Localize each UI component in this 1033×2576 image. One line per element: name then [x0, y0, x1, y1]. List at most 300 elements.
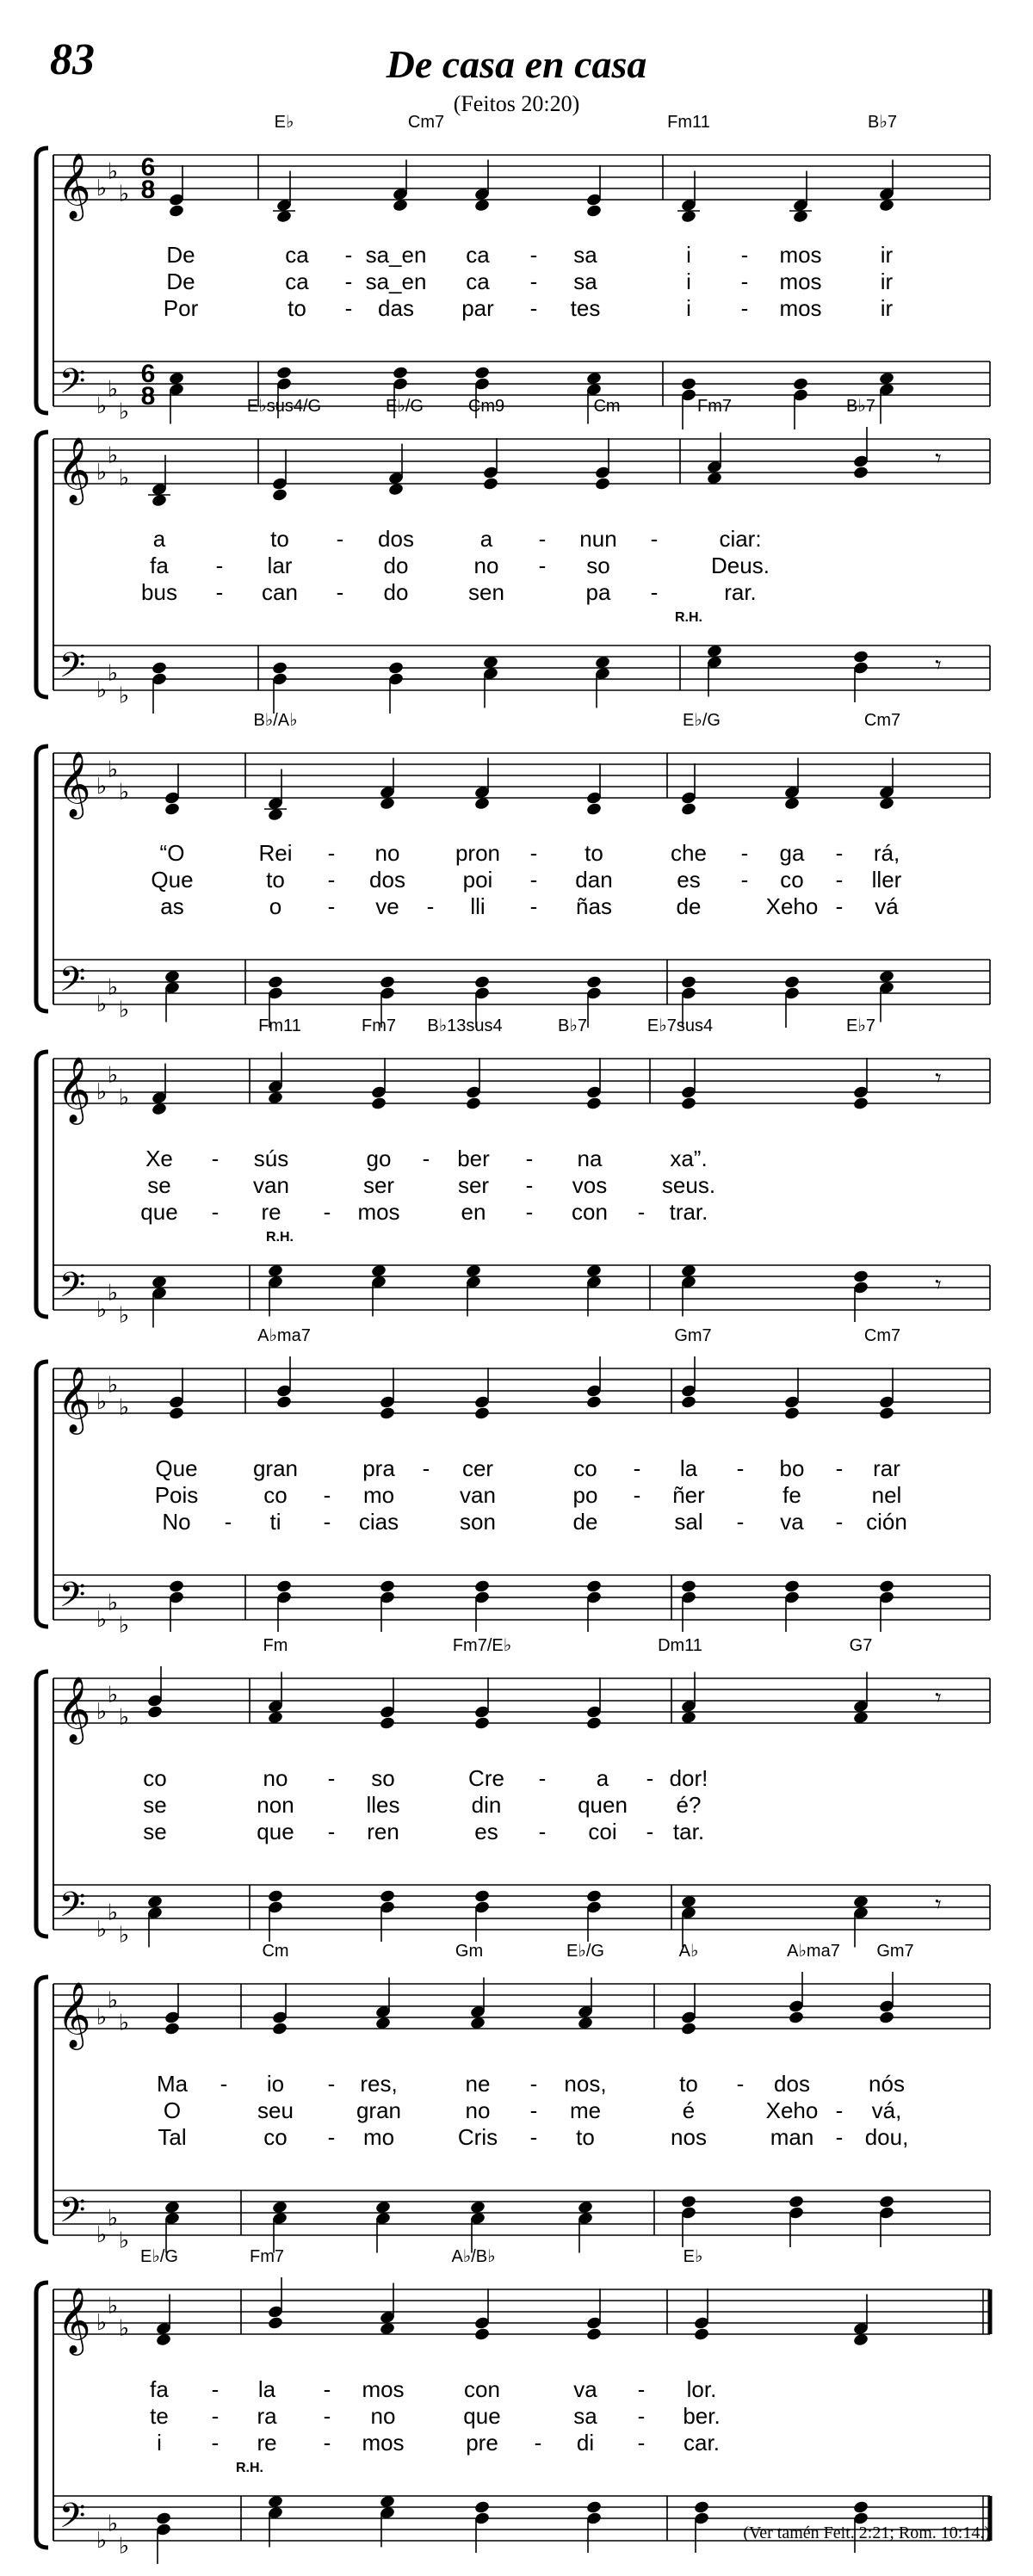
lyric-syllable: sa_en [365, 269, 427, 294]
bass-notehead [852, 1269, 869, 1284]
lyric-syllable: mos [357, 1199, 400, 1225]
lyric-syllable: va [573, 2376, 597, 2402]
lyric-syllable: co [573, 1455, 597, 1481]
lyric-syllable: dou, [864, 2124, 909, 2150]
treble-notehead [275, 1395, 292, 1410]
key-signature-flat: ♭ [107, 1061, 119, 1088]
lyric-syllable: sa_en [365, 242, 427, 268]
hymn-title: De casa en casa [386, 42, 647, 86]
lyric-syllable: ber. [683, 2403, 721, 2429]
treble-notehead [680, 2022, 696, 2036]
key-signature-flat: ♭ [118, 1703, 130, 1730]
key-signature-flat: ♭ [118, 778, 130, 805]
lyric-syllable: pron [455, 840, 501, 866]
lyric-syllable: cias [358, 1509, 399, 1535]
bass-notehead [275, 366, 292, 380]
time-signature-bottom: 8 [140, 176, 156, 204]
key-signature-flat: ♭ [96, 1606, 108, 1632]
lyric-syllable: la [679, 1455, 698, 1481]
treble-notehead [585, 1716, 602, 1731]
treble-notehead [379, 1716, 395, 1731]
chord-symbol: Fm11 [667, 113, 710, 132]
lyric-hyphen: - [220, 2071, 228, 2097]
lyric-syllable: gran [356, 2097, 402, 2123]
key-signature-flat: ♭ [96, 2527, 108, 2553]
lyric-syllable: i [686, 242, 691, 268]
lyric-hyphen: - [323, 2376, 331, 2402]
chord-symbol: Cm [262, 1942, 289, 1961]
lyric-syllable: no [465, 2097, 491, 2123]
system-bracket [36, 148, 48, 413]
lyric-syllable: bus [141, 579, 177, 605]
lyric-hyphen: - [224, 1509, 232, 1535]
chord-symbol: B♭7 [846, 397, 875, 416]
treble-clef: 𝄞 [57, 437, 91, 501]
lyric-syllable: No [162, 1509, 191, 1535]
chord-symbol: E♭sus4/G [246, 397, 322, 416]
lyric-syllable: so [371, 1765, 395, 1791]
bass-notehead [151, 661, 167, 676]
bass-notehead [271, 661, 288, 676]
lyric-syllable: van [460, 1482, 496, 1508]
lyric-hyphen: - [327, 1765, 336, 1791]
chord-symbol: Fm7 [250, 2247, 284, 2266]
lyric-syllable: das [378, 295, 414, 321]
eighth-rest: 𝄾 [935, 445, 942, 472]
bass-notehead [693, 2500, 709, 2515]
key-signature-flat: ♭ [107, 1899, 119, 1925]
lyric-syllable: lar [267, 553, 293, 578]
lyric-syllable: rá, [873, 840, 900, 866]
system-bracket [36, 1977, 48, 2242]
key-signature-flat: ♭ [107, 158, 119, 184]
key-signature-flat: ♭ [107, 1986, 119, 2013]
bass-notehead [473, 1889, 490, 1904]
lyric-syllable: Cris [457, 2124, 498, 2150]
chord-symbol: Cm [593, 397, 621, 416]
lyric-syllable: ca [466, 269, 490, 294]
lyric-hyphen: - [336, 579, 344, 605]
lyric-syllable: can [262, 579, 298, 605]
hymn-number: 83 [50, 35, 95, 84]
treble-notehead [473, 1406, 490, 1421]
lyric-syllable: to [585, 840, 603, 866]
lyric-syllable: tes [570, 295, 601, 321]
lyric-syllable: sa [573, 242, 597, 268]
bass-notehead [792, 377, 808, 392]
lyric-hyphen: - [211, 2403, 220, 2429]
bass-notehead [878, 1579, 894, 1594]
lyric-syllable: no [263, 1765, 288, 1791]
lyric-hyphen: - [529, 840, 538, 866]
lyric-syllable: O [163, 2097, 182, 2123]
lyric-syllable: co [263, 2124, 288, 2150]
key-signature-flat: ♭ [118, 2009, 130, 2035]
lyric-hyphen: - [835, 840, 844, 866]
key-signature-flat: ♭ [118, 2227, 130, 2253]
bass-notehead [473, 366, 490, 380]
lyric-syllable: De [166, 242, 195, 268]
treble-notehead [168, 1406, 184, 1421]
treble-notehead [370, 1096, 387, 1111]
bass-notehead [168, 1579, 184, 1594]
lyric-syllable: par [461, 295, 494, 321]
bass-clef: 𝄢 [59, 2498, 86, 2543]
treble-notehead [585, 1096, 602, 1111]
music-system [36, 711, 990, 1028]
lyric-syllable: to [576, 2124, 595, 2150]
lyric-syllable: i [686, 295, 691, 321]
lyric-syllable: la [257, 2376, 276, 2402]
chord-symbol: E♭ [274, 113, 294, 132]
treble-notehead [585, 2327, 602, 2342]
key-signature-flat: ♭ [96, 676, 108, 702]
lyric-syllable: ren [367, 1819, 399, 1844]
key-signature-flat: ♭ [96, 392, 108, 418]
chord-symbol: B♭/A♭ [253, 711, 298, 730]
lyric-hyphen: - [525, 1172, 534, 1198]
lyric-hyphen: - [323, 2403, 331, 2429]
chord-symbol: E♭/G [566, 1942, 604, 1961]
lyric-syllable: io [266, 2071, 285, 2097]
lyric-hyphen: - [835, 2124, 844, 2150]
lyric-syllable: con [464, 2376, 500, 2402]
lyric-syllable: cer [461, 1455, 494, 1481]
lyric-syllable: de [676, 893, 702, 919]
lyric-syllable: xa”. [670, 1146, 708, 1171]
key-signature-flat: ♭ [107, 1371, 119, 1398]
lyric-hyphen: - [650, 579, 659, 605]
lyric-hyphen: - [529, 2097, 538, 2123]
bass-clef: 𝄢 [59, 1887, 86, 1932]
lyric-syllable: vos [572, 1172, 608, 1198]
lyric-syllable: ción [866, 1509, 907, 1535]
key-signature-flat: ♭ [118, 996, 130, 1022]
chord-symbol: Fm7 [697, 397, 732, 416]
key-signature-flat: ♭ [118, 1301, 130, 1328]
lyric-syllable: quen [578, 1792, 628, 1818]
lyric-hyphen: - [740, 269, 749, 294]
lyric-syllable: to [679, 2071, 698, 2097]
lyric-syllable: co [263, 1482, 288, 1508]
music-system [36, 2247, 990, 2564]
key-signature-flat: ♭ [96, 1916, 108, 1942]
lyric-syllable: Cre [468, 1765, 504, 1791]
bass-clef: 𝄢 [59, 363, 86, 409]
treble-notehead [680, 802, 696, 817]
lyric-hyphen: - [835, 1509, 844, 1535]
treble-clef: 𝄞 [57, 1982, 91, 2046]
lyric-syllable: ñer [672, 1482, 705, 1508]
lyric-syllable: que [463, 2403, 501, 2429]
lyric-syllable: pa [585, 579, 611, 605]
lyric-syllable: ciar: [719, 526, 762, 552]
system-bracket [36, 1671, 48, 1937]
bass-clef: 𝄢 [59, 1267, 86, 1313]
key-signature-flat: ♭ [118, 464, 130, 491]
chord-symbol: Cm9 [467, 397, 505, 416]
eighth-rest: 𝄾 [935, 652, 942, 678]
lyric-syllable: mos [779, 295, 822, 321]
key-signature-flat: ♭ [118, 1084, 130, 1110]
key-signature-flat: ♭ [96, 1698, 108, 1724]
lyric-syllable: non [257, 1792, 294, 1818]
treble-notehead [164, 802, 180, 817]
treble-clef: 𝄞 [57, 751, 91, 815]
treble-notehead [473, 1716, 490, 1731]
lyric-hyphen: - [835, 867, 844, 893]
treble-notehead [693, 2327, 709, 2342]
lyric-syllable: i [686, 269, 691, 294]
chord-symbol: Cm7 [863, 711, 901, 730]
lyric-hyphen: - [422, 1146, 430, 1171]
lyric-syllable: do [383, 579, 409, 605]
key-signature-flat: ♭ [96, 1296, 108, 1322]
lyric-hyphen: - [633, 1455, 641, 1481]
time-signature-top: 6 [140, 360, 156, 388]
lyric-syllable: ca [285, 242, 309, 268]
chord-symbol: E♭/G [683, 711, 721, 730]
lyric-syllable: na [577, 1146, 603, 1171]
chord-symbol: Fm11 [258, 1016, 301, 1035]
treble-notehead [585, 802, 602, 817]
lyric-hyphen: - [650, 526, 659, 552]
lyric-syllable: sa [573, 269, 597, 294]
system-bracket [36, 432, 48, 697]
lyric-syllable: Ma [156, 2071, 189, 2097]
treble-clef: 𝄞 [57, 1057, 91, 1121]
treble-notehead [465, 1096, 481, 1111]
lyric-hyphen: - [740, 295, 749, 321]
chord-symbol: E♭ [683, 2247, 703, 2266]
eighth-rest: 𝄾 [935, 1065, 942, 1091]
lyric-syllable: sa [573, 2403, 597, 2429]
right-hand-marking: R.H. [675, 610, 702, 625]
lyric-syllable: Pois [154, 1482, 199, 1508]
key-signature-flat: ♭ [107, 442, 119, 468]
bass-notehead [878, 2195, 894, 2209]
lyric-syllable: ra [257, 2403, 277, 2429]
treble-notehead [783, 1406, 800, 1421]
treble-notehead [267, 2316, 283, 2331]
lyric-syllable: so [586, 553, 610, 578]
lyric-syllable: bo [779, 1455, 805, 1481]
lyric-syllable: coi [588, 1819, 617, 1844]
lyric-hyphen: - [538, 1765, 547, 1791]
bass-notehead [680, 975, 696, 990]
lyric-hyphen: - [344, 295, 353, 321]
bass-notehead [379, 1579, 395, 1594]
lyric-hyphen: - [835, 2097, 844, 2123]
chord-symbol: Gm [455, 1942, 484, 1961]
lyric-hyphen: - [336, 526, 344, 552]
key-signature-flat: ♭ [96, 1388, 108, 1414]
bass-notehead [680, 2195, 696, 2209]
key-signature-flat: ♭ [118, 682, 130, 708]
treble-clef: 𝄞 [57, 1367, 91, 1430]
chord-symbol: A♭ [678, 1942, 699, 1961]
lyric-hyphen: - [327, 2124, 336, 2150]
lyric-hyphen: - [637, 2376, 646, 2402]
bass-notehead [392, 366, 408, 380]
lyric-syllable: res, [360, 2071, 398, 2097]
lyric-syllable: a [152, 526, 166, 552]
chord-symbol: Gm7 [876, 1942, 914, 1961]
lyric-syllable: gran [252, 1455, 299, 1481]
lyric-syllable: vá [875, 893, 899, 919]
lyric-syllable: no [370, 2403, 396, 2429]
lyric-syllable: di [576, 2430, 595, 2456]
lyric-hyphen: - [529, 242, 538, 268]
lyric-syllable: nun [579, 526, 617, 552]
system-bracket [36, 2283, 48, 2548]
lyric-syllable: man [770, 2124, 814, 2150]
lyric-syllable: Por [163, 295, 199, 321]
lyric-hyphen: - [211, 1199, 220, 1225]
chord-symbol: B♭13sus4 [427, 1016, 503, 1035]
chord-symbol: Cm7 [407, 113, 445, 132]
lyric-syllable: lles [366, 1792, 400, 1818]
treble-clef: 𝄞 [57, 2288, 91, 2351]
lyric-hyphen: - [646, 1765, 654, 1791]
bass-notehead [267, 1889, 283, 1904]
lyric-syllable: che [671, 840, 707, 866]
lyric-hyphen: - [835, 1455, 844, 1481]
chord-symbol: E♭7 [846, 1016, 875, 1035]
chord-symbol: Dm11 [658, 1636, 702, 1655]
treble-notehead [680, 1096, 696, 1111]
treble-notehead [271, 2022, 288, 2036]
lyric-syllable: ñas [576, 893, 612, 919]
lyric-hyphen: - [637, 2403, 646, 2429]
bass-notehead [680, 377, 696, 392]
lyric-syllable: ti [269, 1509, 281, 1535]
lyric-syllable: ser [457, 1172, 490, 1198]
lyric-hyphen: - [529, 867, 538, 893]
bass-notehead [852, 650, 869, 664]
lyric-syllable: nós [869, 2071, 905, 2097]
bass-notehead [473, 2500, 490, 2515]
key-signature-flat: ♭ [96, 1078, 108, 1104]
lyric-syllable: to [266, 867, 285, 893]
treble-notehead [168, 204, 184, 219]
lyric-hyphen: - [344, 269, 353, 294]
eighth-rest: 𝄾 [935, 1891, 942, 1918]
lyric-syllable: seus. [661, 1172, 716, 1198]
lyric-syllable: re [257, 2430, 277, 2456]
bass-notehead [585, 2500, 602, 2515]
lyric-syllable: ve [375, 893, 399, 919]
eighth-rest: 𝄾 [935, 1684, 942, 1711]
lyric-syllable: fa [150, 553, 169, 578]
bass-notehead [473, 1579, 490, 1594]
lyric-hyphen: - [740, 242, 749, 268]
lyric-syllable: go [366, 1146, 392, 1171]
hymn-scripture-reference: (Feitos 20:20) [453, 91, 580, 116]
treble-notehead [852, 466, 869, 480]
lyric-syllable: as [160, 893, 184, 919]
lyric-syllable: dos [369, 867, 405, 893]
lyric-syllable: “O [159, 840, 185, 866]
key-signature-flat: ♭ [107, 756, 119, 782]
music-system [36, 397, 990, 713]
lyric-syllable: sen [468, 579, 504, 605]
bass-notehead [680, 1579, 696, 1594]
lyric-hyphen: - [529, 269, 538, 294]
key-signature-flat: ♭ [107, 1681, 119, 1708]
bass-notehead [379, 1889, 395, 1904]
key-signature-flat: ♭ [118, 180, 130, 207]
lyric-syllable: van [253, 1172, 289, 1198]
music-system [36, 1636, 990, 1948]
lyric-syllable: pra [362, 1455, 395, 1481]
bass-notehead [585, 1579, 602, 1594]
lyric-syllable: que [140, 1199, 178, 1225]
lyric-hyphen: - [835, 893, 844, 919]
time-signature-top: 6 [140, 153, 156, 182]
lyric-syllable: fe [782, 1482, 801, 1508]
chord-symbol: G7 [849, 1636, 873, 1655]
lyric-hyphen: - [211, 1146, 220, 1171]
lyric-syllable: ga [779, 840, 805, 866]
key-signature-flat: ♭ [107, 375, 119, 402]
key-signature-flat: ♭ [118, 2314, 130, 2341]
bass-clef: 𝄢 [59, 2192, 86, 2238]
chord-symbol: E♭7sus4 [646, 1016, 714, 1035]
lyric-hyphen: - [215, 579, 224, 605]
lyric-syllable: es [474, 1819, 498, 1844]
bass-notehead [585, 1889, 602, 1904]
key-signature-flat: ♭ [107, 1589, 119, 1615]
lyric-hyphen: - [637, 1199, 646, 1225]
lyric-hyphen: - [633, 1482, 641, 1508]
lyric-syllable: Xe [145, 1146, 173, 1171]
lyric-hyphen: - [323, 1509, 331, 1535]
lyric-syllable: a [596, 1765, 609, 1791]
lyric-syllable: to [270, 526, 289, 552]
lyric-hyphen: - [529, 2071, 538, 2097]
key-signature-flat: ♭ [118, 1611, 130, 1638]
lyric-syllable: tar. [672, 1819, 705, 1844]
lyric-hyphen: - [740, 867, 749, 893]
bass-clef: 𝄢 [59, 1577, 86, 1622]
lyric-hyphen: - [211, 2376, 220, 2402]
key-signature-flat: ♭ [96, 459, 108, 485]
lyric-syllable: lli [470, 893, 486, 919]
lyric-hyphen: - [422, 1455, 430, 1481]
lyric-syllable: seu [257, 2097, 294, 2123]
lyric-syllable: sal [674, 1509, 703, 1535]
treble-notehead [379, 1406, 395, 1421]
lyric-syllable: te [150, 2403, 169, 2429]
lyric-hyphen: - [637, 2430, 646, 2456]
lyric-syllable: es [677, 867, 701, 893]
lyric-syllable: Xeho [765, 2097, 819, 2123]
lyric-syllable: rar [873, 1455, 900, 1481]
lyric-hyphen: - [538, 1819, 547, 1844]
lyric-syllable: mos [362, 2376, 405, 2402]
lyric-hyphen: - [736, 1455, 745, 1481]
chord-symbol: Fm7 [362, 1016, 396, 1035]
key-signature-flat: ♭ [96, 2309, 108, 2335]
system-bracket [36, 746, 48, 1011]
lyric-syllable: Que [155, 1455, 198, 1481]
lyric-syllable: a [479, 526, 493, 552]
key-signature-flat: ♭ [107, 2292, 119, 2319]
lyric-syllable: é [682, 2097, 696, 2123]
key-signature-flat: ♭ [118, 398, 130, 424]
key-signature-flat: ♭ [107, 1279, 119, 1306]
